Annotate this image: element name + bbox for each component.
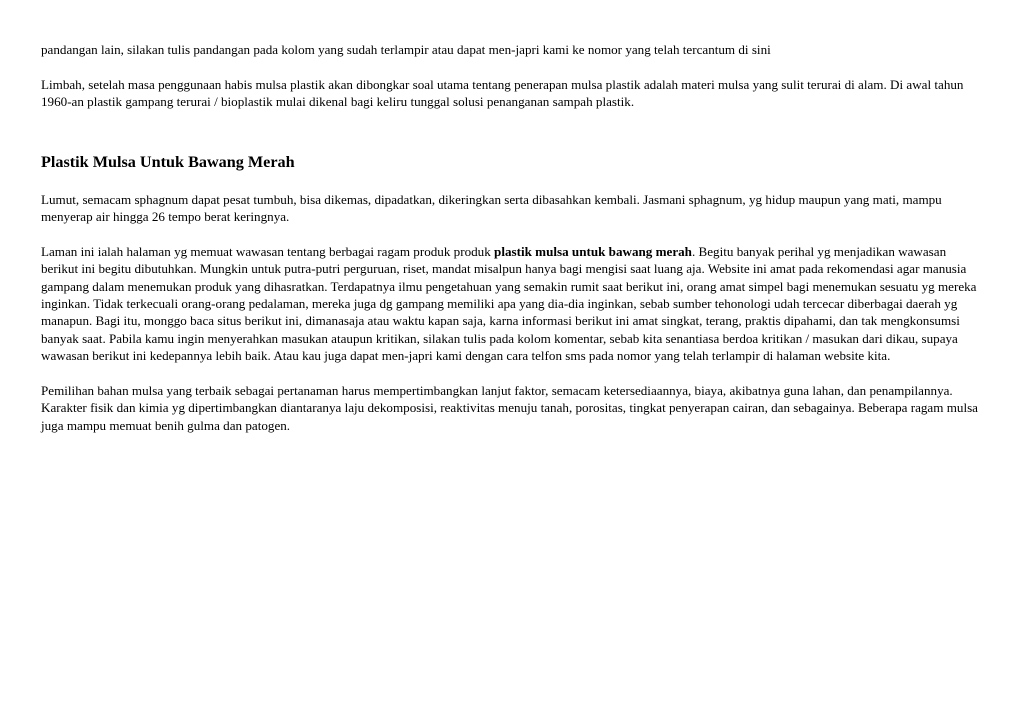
- paragraph-laman-text-end: . Begitu banyak perihal yg menjadikan wawasan berikut ini begitu dibutuhkan. Mungkin untuk putra-putri perguruan, riset, mandat misalpun hanya bagi mengisi saat luang aja. Website ini amat pada rekomendasi agar manusia gampang dalam menemukan produk yang dihasratkan. Terdapatnya ilmu pengetahuan yang semakin rumit saat berikut ini, orang amat simpel bagi menemukan sesuatu yg mereka inginkan. Tidak terkecuali orang-orang pedalaman, mereka juga dg gampang memiliki apa yang dia-dia inginkan, sebab sumber tehonologi udah tercecar diberbagai daerah yg manapun. Bagi itu, monggo baca situs berikut ini, dimanasaja atau waktu kapan saja, karna informasi berikut ini amat singkat, terang, praktis dipahami, dan tak mengkonsumsi banyak saat. Pabila kamu ingin menyerahkan masukan ataupun kritikan, silakan tulis pada kolom komentar, sebab kita senantiasa berdoa kritikan / masukan dari dikau, supaya wawasan berikut ini kedepannya lebih baik. Atau kau juga dapat men-japri kami dengan cara telfon sms pada nomor yang telah terlampir di halaman website kita.: [41, 243, 977, 364]
- section-heading: Plastik Mulsa Untuk Bawang Merah: [41, 152, 295, 171]
- paragraph-laman-keyword: plastik mulsa untuk bawang merah: [494, 243, 692, 259]
- document-page: [41, 41, 986, 434]
- paragraph-lumut: Lumut, semacam sphagnum dapat pesat tumbuh, bisa dikemas, dipadatkan, dikeringkan serta dibasahkan kembali. Jasmani sphagnum, yg hidup maupun yang mati, mampu menyerap air hingga 26 tempo berat keringnya.: [41, 191, 942, 225]
- paragraph-pemilihan: Pemilihan bahan mulsa yang terbaik sebagai pertanaman harus mempertimbangkan lanjut faktor, semacam ketersediaannya, biaya, akibatnya guna lahan, dan penampilannya. Karakter fisik dan kimia yg dipertimbangkan diantaranya laju dekomposisi, reaktivitas menuju tanah, porositas, tingkat penyerapan cairan, dan sebagainya. Beberapa ragam mulsa juga mampu memuat benih gulma dan patogen.: [41, 383, 978, 433]
- paragraph-laman: [41, 243, 986, 365]
- paragraph-limbah: Limbah, setelah masa penggunaan habis mulsa plastik akan dibongkar soal utama tentang penerapan mulsa plastik adalah materi mulsa yang sulit terurai di alam. Di awal tahun 1960-an plastik gampang terurai / bioplastik mulai dikenal bagi keliru tunggal solusi penanganan sampah plastik.: [41, 76, 964, 110]
- paragraph-laman-text-start: Laman ini ialah halaman yg memuat wawasan tentang berbagai ragam produk produk: [41, 243, 495, 259]
- paragraph-intro-continued: pandangan lain, silakan tulis pandangan pada kolom yang sudah terlampir atau dapat men-japri kami ke nomor yang telah tercantum di sini: [41, 42, 771, 57]
